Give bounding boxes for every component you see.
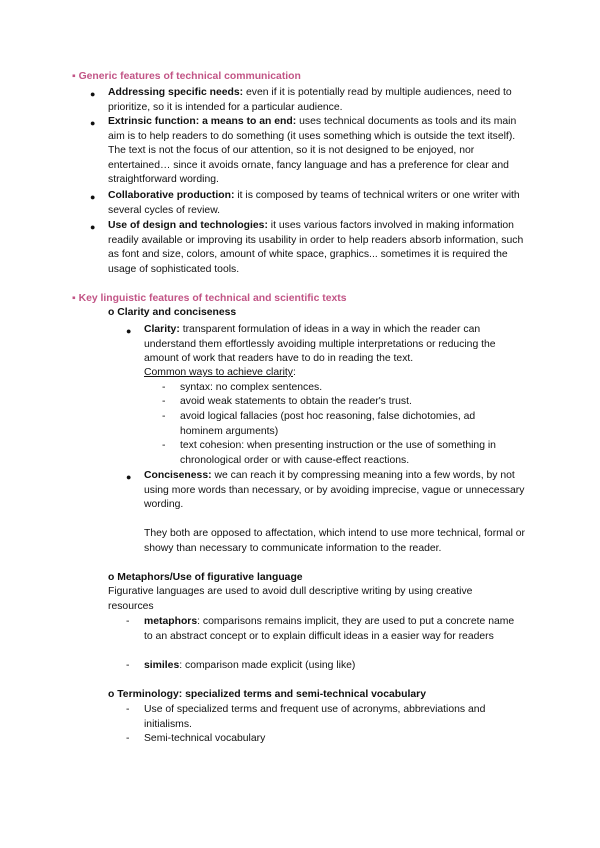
paragraph-both-opposed: They both are opposed to affectation, which intend to use more technical, formal or showy than necessary to communicate information to the reader. [144,528,526,554]
list-item-way: text cohesion: when presenting instruction or the use of something in chronological order or with cause-effect reactions. [180,440,496,466]
bullet-icon: ● [90,89,96,99]
description: we can reach it by compressing meaning into a few words, by not using more words than necessary, or by avoiding imprecise, vague or unnecessary wording. [144,470,525,511]
description: : comparisons remains implicit, they are used to put a concrete name to an abstract concept or to explain difficult ideas in a easier way for readers [144,616,515,642]
list-item-addressing-needs [108,86,532,115]
list-item-extrinsic-function [108,115,522,188]
dash-icon: - [162,411,166,422]
list-item-way: avoid weak statements to obtain the reader's trust. [180,396,412,407]
subheading-metaphors: o Metaphors/Use of figurative language [108,572,303,583]
section-heading-linguistic-features: ▪ Key linguistic features of technical and scientific texts [72,293,347,304]
term: Collaborative production: [108,190,235,201]
term: Extrinsic function: a means to an end: [108,116,297,127]
list-item-design-technologies [108,219,526,277]
term: Conciseness: [144,470,212,481]
colon: : [293,367,296,378]
dash-icon: - [162,396,166,407]
dash-icon: - [162,440,166,451]
description: it uses various factors involved in making information readily available or improving its usability in order to help readers absorb information, such as font and size, colors, amount of white space, graphics... sometimes it is required the usage of sophisticated tools. [108,220,524,275]
description: even if it is potentially read by multiple audiences, need to prioritize, so it is intended for a particular audience. [108,87,512,113]
term: Use of design and technologies: [108,220,268,231]
dash-icon: - [126,733,130,744]
paragraph-figurative-intro: Figurative languages are used to avoid dull descriptive writing by using creative resources [108,586,473,612]
dash-icon: - [162,382,166,393]
description: uses technical documents as tools and its main aim is to help readers to do something (it uses something which is outside the text itself). The text is not the focus of our attention, so it is not designed to be enjoyed, nor entertained… since it avoids ornate, fancy language and has a preference for clear and straightforward wording. [108,116,517,186]
list-item-similes [144,659,524,674]
bullet-icon: ● [90,222,96,232]
term: Clarity: [144,324,180,335]
term: similes [144,660,180,671]
description: it is composed by teams of technical writers or one writer with several cycles of review. [108,190,520,216]
list-item-metaphors [144,615,524,644]
list-item-collaborative-production [108,189,532,218]
common-ways-text: Common ways to achieve clarity [144,367,293,378]
subheading-clarity-conciseness: o Clarity and conciseness [108,307,237,318]
term: metaphors [144,616,198,627]
description: transparent formulation of ideas in a way in which the reader can understand them effortlessly avoiding multiple interpretations or reducing the amount of work that readers have to do in reading the text. [144,324,496,365]
term: Addressing specific needs: [108,87,244,98]
list-item-semi-technical: Semi-technical vocabulary [144,733,266,744]
description: : comparison made explicit (using like) [179,660,356,671]
list-item-specialized-terms: Use of specialized terms and frequent use of acronyms, abbreviations and initialisms. [144,704,486,730]
section-heading-generic-features: ▪ Generic features of technical communication [72,71,301,82]
dash-icon: - [126,660,130,671]
list-item-way: syntax: no complex sentences. [180,382,323,393]
bullet-icon: ● [90,118,96,128]
bullet-icon: ● [126,326,132,336]
bullet-icon: ● [90,192,96,202]
list-item-conciseness [144,469,526,513]
subheading-terminology: o Terminology: specialized terms and semi-technical vocabulary [108,689,426,700]
dash-icon: - [126,616,130,627]
bullet-icon: ● [126,472,132,482]
list-item-way: avoid logical fallacies (post hoc reasoning, false dichotomies, ad hominem arguments) [180,411,476,437]
common-ways-label [144,366,296,381]
list-item-clarity [144,323,526,367]
dash-icon: - [126,704,130,715]
